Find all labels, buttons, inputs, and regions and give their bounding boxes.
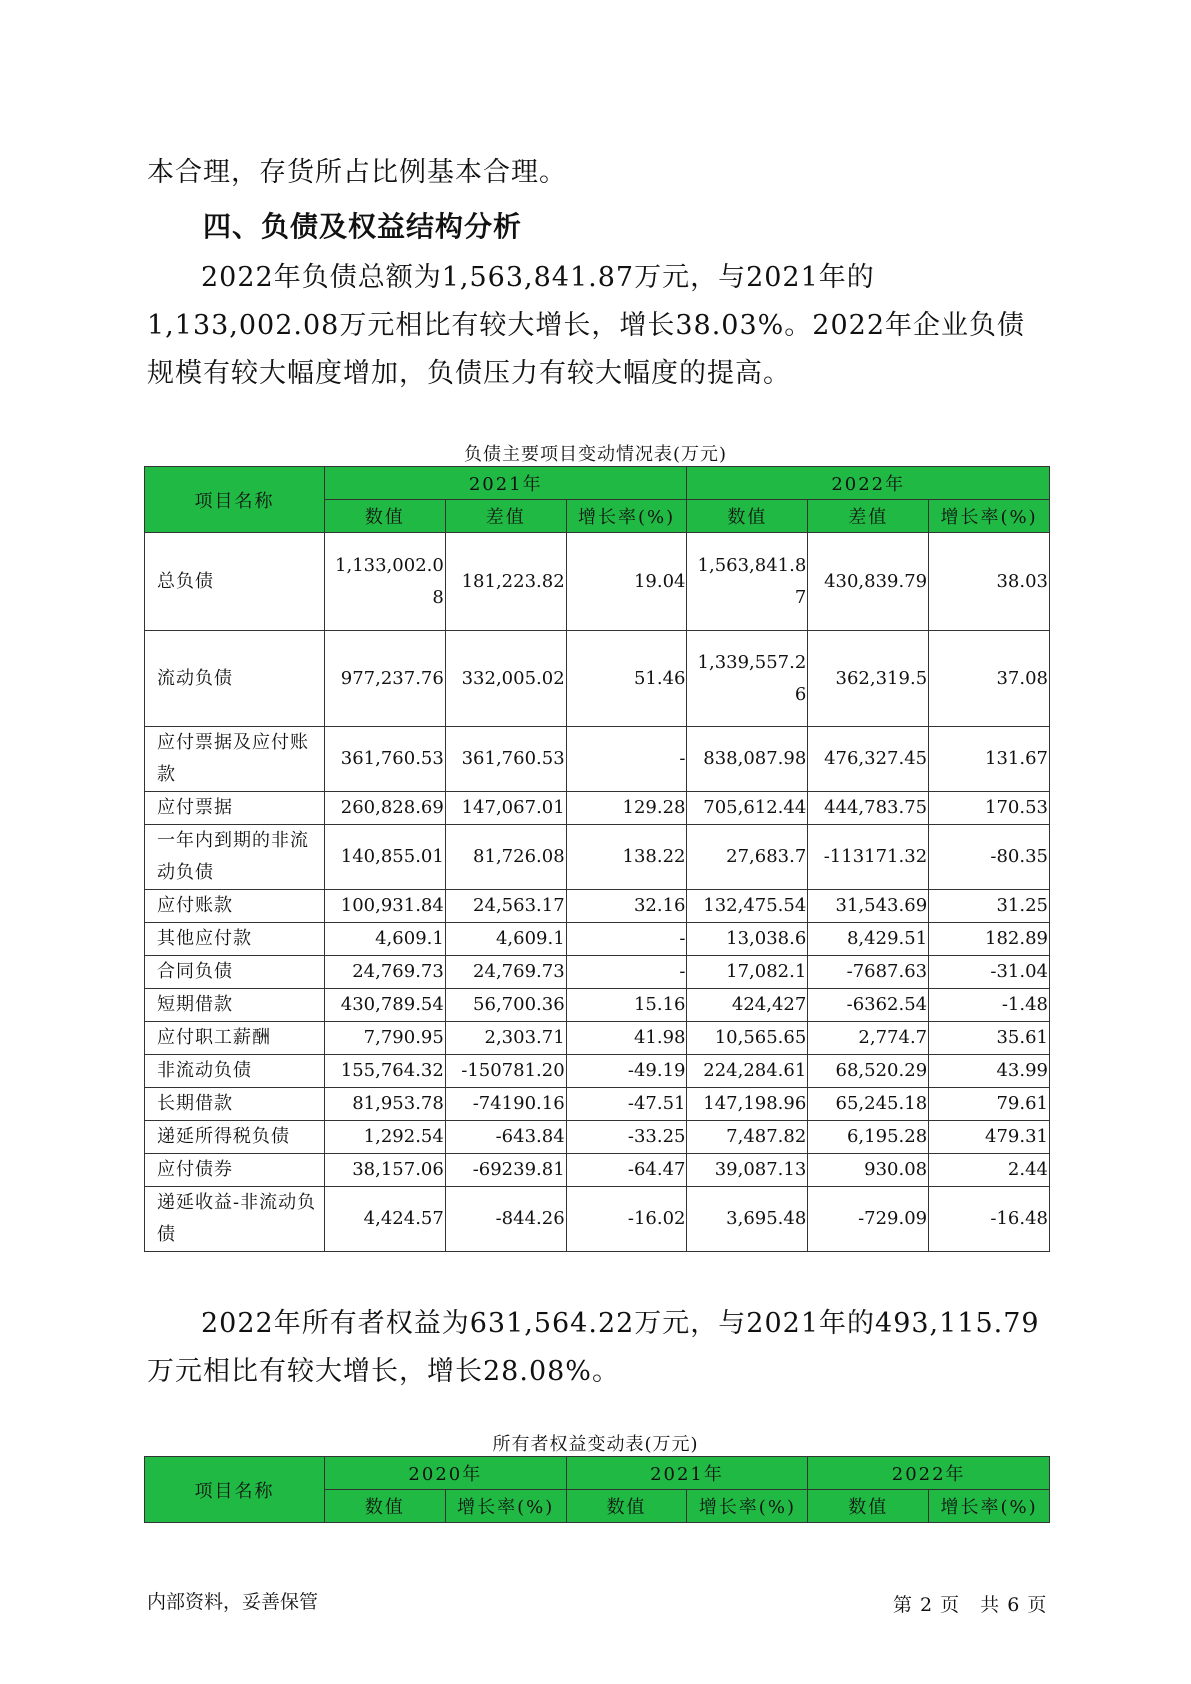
table-cell: 1,563,841.87 — [687, 533, 808, 631]
table-cell: 4,609.1 — [325, 923, 446, 956]
table-cell: 930.08 — [808, 1154, 929, 1187]
table-cell: 430,789.54 — [325, 989, 446, 1022]
year-header-2021: 2021年 — [566, 1457, 808, 1490]
row-label: 应付票据 — [145, 792, 325, 825]
subheader-difference: 差值 — [808, 500, 929, 533]
subheader-growth-rate: 增长率(%) — [445, 1490, 566, 1523]
table-cell: 79.61 — [929, 1088, 1050, 1121]
table-cell: 2,303.71 — [445, 1022, 566, 1055]
table-row — [145, 923, 1050, 956]
table-cell: - — [566, 727, 687, 792]
table-cell: 4,609.1 — [445, 923, 566, 956]
table-cell: 476,327.45 — [808, 727, 929, 792]
table-cell: -69239.81 — [445, 1154, 566, 1187]
subheader-difference: 差值 — [445, 500, 566, 533]
subheader-growth-rate: 增长率(%) — [929, 500, 1050, 533]
table-cell: -6362.54 — [808, 989, 929, 1022]
subheader-value: 数值 — [566, 1490, 687, 1523]
table-row — [145, 533, 1050, 631]
table-cell: -150781.20 — [445, 1055, 566, 1088]
table-cell: 140,855.01 — [325, 825, 446, 890]
table-cell: 39,087.13 — [687, 1154, 808, 1187]
table-cell: 332,005.02 — [445, 631, 566, 727]
table-cell: 35.61 — [929, 1022, 1050, 1055]
table-cell: -47.51 — [566, 1088, 687, 1121]
row-label: 短期借款 — [145, 989, 325, 1022]
table-cell: 27,683.7 — [687, 825, 808, 890]
table-cell: 10,565.65 — [687, 1022, 808, 1055]
table-cell: 1,339,557.26 — [687, 631, 808, 727]
table-cell: 155,764.32 — [325, 1055, 446, 1088]
table-row — [145, 890, 1050, 923]
row-label: 应付账款 — [145, 890, 325, 923]
table-cell: -74190.16 — [445, 1088, 566, 1121]
table-cell: 977,237.76 — [325, 631, 446, 727]
year-header-2022: 2022年 — [808, 1457, 1050, 1490]
table-cell: 2,774.7 — [808, 1022, 929, 1055]
equity-paragraph: 2022年所有者权益为631,564.22万元，与2021年的493,115.79万元相比有较大增长，增长28.08%。 — [147, 1308, 1040, 1387]
table-cell: -643.84 — [445, 1121, 566, 1154]
row-label: 应付债券 — [145, 1154, 325, 1187]
footer-page-number: 第 2 页 共 6 页 — [893, 1594, 1048, 1616]
table-cell: 129.28 — [566, 792, 687, 825]
table-cell: 24,563.17 — [445, 890, 566, 923]
table-cell: 6,195.28 — [808, 1121, 929, 1154]
table-cell: -729.09 — [808, 1187, 929, 1252]
section-heading: 四、负债及权益结构分析 — [203, 210, 523, 243]
equity-table — [144, 1456, 1050, 1523]
row-label: 长期借款 — [145, 1088, 325, 1121]
table-cell: 147,067.01 — [445, 792, 566, 825]
table-cell: 430,839.79 — [808, 533, 929, 631]
table-cell: 2.44 — [929, 1154, 1050, 1187]
table-cell: 32.16 — [566, 890, 687, 923]
subheader-value: 数值 — [687, 500, 808, 533]
table-cell: -49.19 — [566, 1055, 687, 1088]
liability-table-caption: 负债主要项目变动情况表(万元) — [463, 444, 728, 465]
table-cell: 41.98 — [566, 1022, 687, 1055]
subheader-value: 数值 — [808, 1490, 929, 1523]
table-cell: 444,783.75 — [808, 792, 929, 825]
subheader-value: 数值 — [325, 1490, 446, 1523]
table-cell: 81,726.08 — [445, 825, 566, 890]
intro-line: 本合理，存货所占比例基本合理。 — [147, 157, 567, 188]
table-cell: 8,429.51 — [808, 923, 929, 956]
table-cell: -844.26 — [445, 1187, 566, 1252]
table-row — [145, 1055, 1050, 1088]
table-cell: 7,487.82 — [687, 1121, 808, 1154]
table-row — [145, 792, 1050, 825]
table-cell: 3,695.48 — [687, 1187, 808, 1252]
table-row — [145, 1022, 1050, 1055]
table-cell: 24,769.73 — [445, 956, 566, 989]
subheader-growth-rate: 增长率(%) — [566, 500, 687, 533]
table-cell: -7687.63 — [808, 956, 929, 989]
table-cell: 147,198.96 — [687, 1088, 808, 1121]
table-row — [145, 956, 1050, 989]
table-row — [145, 1121, 1050, 1154]
table-cell: 43.99 — [929, 1055, 1050, 1088]
table-cell: -113171.32 — [808, 825, 929, 890]
table-cell: 362,319.5 — [808, 631, 929, 727]
row-label: 应付职工薪酬 — [145, 1022, 325, 1055]
row-label: 合同负债 — [145, 956, 325, 989]
table-cell: -64.47 — [566, 1154, 687, 1187]
table-cell: 479.31 — [929, 1121, 1050, 1154]
row-label: 总负债 — [145, 533, 325, 631]
table-cell: 1,292.54 — [325, 1121, 446, 1154]
table-cell: 170.53 — [929, 792, 1050, 825]
table-cell: 15.16 — [566, 989, 687, 1022]
table-cell: - — [566, 956, 687, 989]
table-cell: 13,038.6 — [687, 923, 808, 956]
table-cell: 131.67 — [929, 727, 1050, 792]
table-cell: 705,612.44 — [687, 792, 808, 825]
table-row — [145, 1088, 1050, 1121]
equity-table-caption: 所有者权益变动表(万元) — [492, 1434, 699, 1455]
table-cell: 100,931.84 — [325, 890, 446, 923]
table-cell: -16.02 — [566, 1187, 687, 1252]
year-header-2020: 2020年 — [325, 1457, 567, 1490]
liability-table — [144, 466, 1050, 1252]
row-label: 递延收益-非流动负债 — [145, 1187, 325, 1252]
footer-confidential-note: 内部资料，妥善保管 — [147, 1591, 319, 1613]
row-label: 应付票据及应付账款 — [145, 727, 325, 792]
table-cell: 181,223.82 — [445, 533, 566, 631]
table-cell: 182.89 — [929, 923, 1050, 956]
table-cell: 838,087.98 — [687, 727, 808, 792]
table-cell: -33.25 — [566, 1121, 687, 1154]
year-header-2022: 2022年 — [687, 467, 1050, 500]
table-cell: 37.08 — [929, 631, 1050, 727]
table-cell: - — [566, 923, 687, 956]
row-label: 一年内到期的非流动负债 — [145, 825, 325, 890]
table-cell: 81,953.78 — [325, 1088, 446, 1121]
table-cell: 361,760.53 — [445, 727, 566, 792]
table-cell: 68,520.29 — [808, 1055, 929, 1088]
table-cell: 51.46 — [566, 631, 687, 727]
table-cell: 132,475.54 — [687, 890, 808, 923]
row-label: 递延所得税负债 — [145, 1121, 325, 1154]
table-cell: 7,790.95 — [325, 1022, 446, 1055]
table-cell: 424,427 — [687, 989, 808, 1022]
subheader-growth-rate: 增长率(%) — [929, 1490, 1050, 1523]
table-cell: 19.04 — [566, 533, 687, 631]
table-cell: -31.04 — [929, 956, 1050, 989]
table-cell: -16.48 — [929, 1187, 1050, 1252]
table-cell: 260,828.69 — [325, 792, 446, 825]
table-row — [145, 1154, 1050, 1187]
table-cell: 38,157.06 — [325, 1154, 446, 1187]
table-cell: 361,760.53 — [325, 727, 446, 792]
table-row — [145, 989, 1050, 1022]
table-row — [145, 825, 1050, 890]
table-cell: 24,769.73 — [325, 956, 446, 989]
table-row — [145, 1187, 1050, 1252]
table-cell: 224,284.61 — [687, 1055, 808, 1088]
subheader-value: 数值 — [325, 500, 446, 533]
column-header-item-name: 项目名称 — [145, 1457, 325, 1523]
table-cell: 65,245.18 — [808, 1088, 929, 1121]
table-row — [145, 727, 1050, 792]
row-label: 其他应付款 — [145, 923, 325, 956]
table-cell: 4,424.57 — [325, 1187, 446, 1252]
table-cell: 38.03 — [929, 533, 1050, 631]
table-cell: 1,133,002.08 — [325, 533, 446, 631]
table-cell: 138.22 — [566, 825, 687, 890]
row-label: 非流动负债 — [145, 1055, 325, 1088]
table-cell: 31,543.69 — [808, 890, 929, 923]
row-label: 流动负债 — [145, 631, 325, 727]
table-row — [145, 631, 1050, 727]
subheader-growth-rate: 增长率(%) — [687, 1490, 808, 1523]
table-cell: 17,082.1 — [687, 956, 808, 989]
table-cell: -80.35 — [929, 825, 1050, 890]
table-cell: -1.48 — [929, 989, 1050, 1022]
table-cell: 31.25 — [929, 890, 1050, 923]
column-header-item-name: 项目名称 — [145, 467, 325, 533]
year-header-2021: 2021年 — [325, 467, 687, 500]
table-cell: 56,700.36 — [445, 989, 566, 1022]
liability-paragraph: 2022年负债总额为1,563,841.87万元，与2021年的1,133,002.08万元相比有较大增长，增长38.03%。2022年企业负债规模有较大幅度增加，负债压力有较大幅度的提高。 — [147, 262, 1026, 389]
